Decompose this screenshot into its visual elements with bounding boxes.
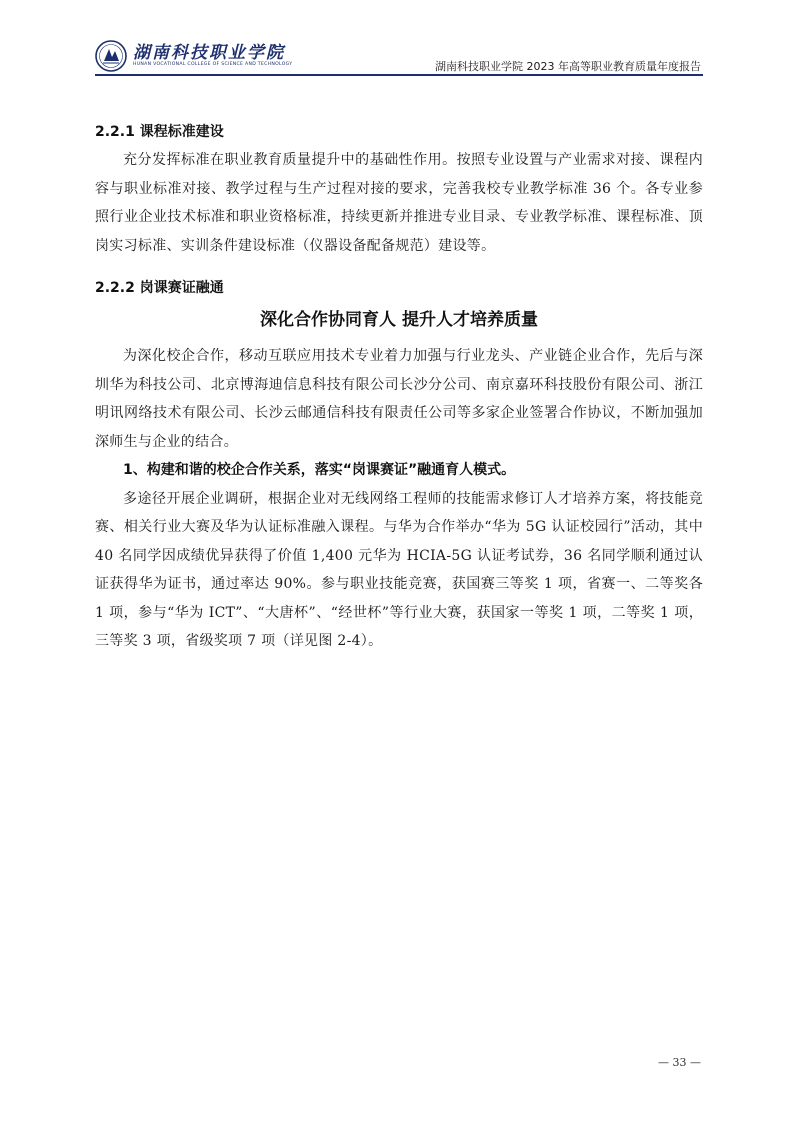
section-heading-222: 2.2.2 岗课赛证融通 [95,280,224,296]
section-221-paragraph: 充分发挥标准在职业教育质量提升中的基础性作用。按照专业设置与产业需求对接、课程内容与职业标准对接、教学过程与生产过程对接的要求，完善我校专业教学标准 36 个。各专业参照行业企业技术标准和职业资格标准，持续更新并推进专业目录、专业教学标准、课程标准、顶岗实习标准、实训条件建设标准（仪器设备配备规范）建设等。 [95,152,703,254]
college-seal-icon [95,40,127,72]
section-heading-221: 2.2.1 课程标准建设 [95,124,224,140]
case-title: 深化合作协同育人 提升人才培养质量 [260,310,538,330]
section-222-paragraph-1: 为深化校企合作，移动互联应用技术专业着力加强与行业龙头、产业链企业合作，先后与深圳华为科技公司、北京博海迪信息科技有限公司长沙分公司、南京嘉环科技股份有限公司、浙江明讯网络技术有限公司、长沙云邮通信科技有限责任公司等多家企业签署合作协议，不断加强加深师生与企业的结合。 [95,348,703,450]
logo-chinese-name: 湖南科技职业学院 [133,43,285,63]
spacer [95,260,703,274]
logo-english-name: HUNAN VOCATIONAL COLLEGE OF SCIENCE AND TECHNOLOGY [133,62,293,67]
report-title: 湖南科技职业学院 2023 年高等职业教育质量年度报告 [435,60,701,73]
section-222-paragraph-2: 多途径开展企业调研，根据企业对无线网络工程师的技能需求修订人才培养方案，将技能竞赛、相关行业大赛及华为认证标准融入课程。与华为合作举办“华为 5G 认证校园行”活动，其中 40 名同学因成绩优异获得了价值 1,400 元华为 HCIA-5G 认证考试券，36 名同学顺利通过认证获得华为证书，通过率达 90%。参与职业技能竞赛，获国赛三等奖 1 项，省赛一、二等奖各 1 项，参与“华为 ICT”、“大唐杯”、“经世杯”等行业大赛，获国家一等奖 1 项，二等奖 1 项，三等奖 3 项，省级奖项 7 项（详见图 2-4）。 [95,490,703,649]
college-logo [95,38,315,74]
page-content [95,118,703,656]
page-number: — 33 — [658,1056,701,1069]
page-header [95,38,703,76]
section-222-subheading: 1、构建和谐的校企合作关系，落实“岗课赛证”融通育人模式。 [123,462,516,478]
